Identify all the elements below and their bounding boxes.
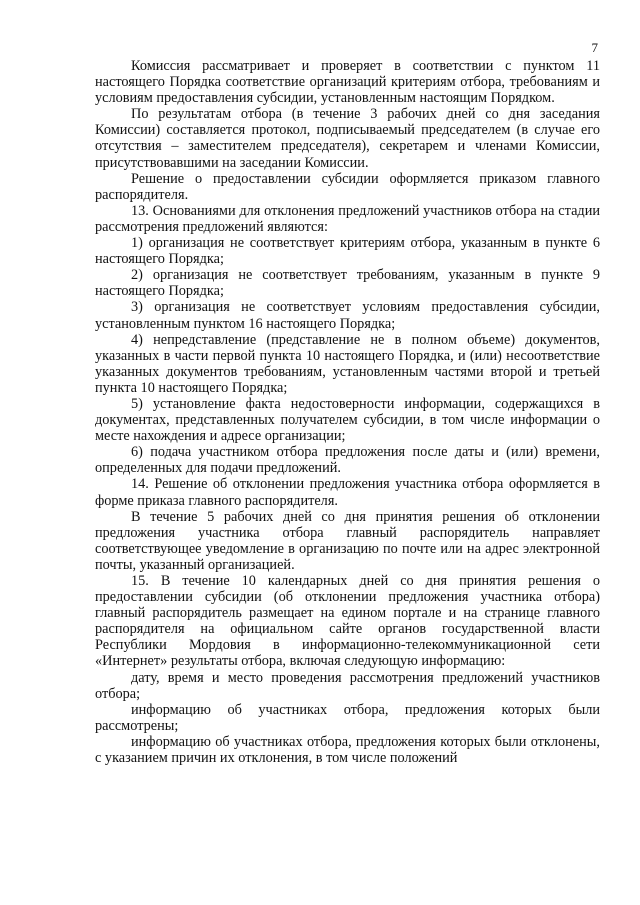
page-number: 7 — [591, 40, 598, 55]
paragraph-13-grounds: 13. Основаниями для отклонения предложений участников отбора на стадии рассмотрения предложений являются: — [95, 202, 600, 235]
paragraph-commission-review: Комиссия рассматривает и проверяет в соответствии с пунктом 11 настоящего Порядка соответствие организаций критериям отбора, требованиям и условиям предоставления субсидии, установленным настоящим Порядком. — [95, 58, 600, 107]
document-body — [95, 58, 600, 766]
paragraph-15-publication: 15. В течение 10 календарных дней со дня принятия решения о предоставлении субсидии (об отклонении предложения участника отбора) главный распорядитель размещает на едином портале и на странице главного распорядителя на официальном сайте органов государственной власти Республики Мордовия в информационно-телекоммуникационной сети «Интернет» результаты отбора, включая следующую информацию: — [95, 573, 600, 670]
list-item-5: 5) установление факта недостоверности информации, содержащихся в документах, представленных получателем субсидии, в том числе информации о месте нахождения и адресе организации; — [95, 395, 600, 445]
info-item-reviewed: информацию об участниках отбора, предложения которых были рассмотрены; — [95, 701, 600, 734]
list-item-3: 3) организация не соответствует условиям предоставления субсидии, установленным пунктом 16 настоящего Порядка; — [95, 299, 600, 332]
list-item-6: 6) подача участником отбора предложения после даты и (или) времени, определенных для подачи предложений. — [95, 444, 600, 477]
paragraph-14-rejection: 14. Решение об отклонении предложения участника отбора оформляется в форме приказа главного распорядителя. — [95, 476, 600, 509]
list-item-1: 1) организация не соответствует критериям отбора, указанным в пункте 6 настоящего Порядка; — [95, 235, 600, 268]
list-item-2: 2) организация не соответствует требованиям, указанным в пункте 9 настоящего Порядка; — [95, 267, 600, 300]
info-item-date: дату, время и место проведения рассмотрения предложений участников отбора; — [95, 669, 600, 702]
info-item-rejected: информацию об участниках отбора, предложения которых были отклонены, с указанием причин их отклонения, в том числе положений — [95, 733, 600, 767]
list-item-4: 4) непредставление (представление не в полном объеме) документов, указанных в части первой пункта 10 настоящего Порядка, и (или) несоответствие указанных документов требованиям, установленным частями второй и третьей пункта 10 настоящего Порядка; — [95, 331, 600, 396]
paragraph-decision-order: Решение о предоставлении субсидии оформляется приказом главного распорядителя. — [95, 170, 600, 203]
paragraph-protocol: По результатам отбора (в течение 3 рабочих дней со дня заседания Комиссии) составляется протокол, подписываемый председателем (в случае его отсутствия – заместителем председателя), секретарем и членами Комиссии, присутствовавшими на заседании Комиссии. — [95, 106, 600, 171]
paragraph-notification: В течение 5 рабочих дней со дня принятия решения об отклонении предложения участника отбора главный распорядитель направляет соответствующее уведомление в организацию по почте или на адрес электронной почты, указанный организацией. — [95, 508, 600, 573]
